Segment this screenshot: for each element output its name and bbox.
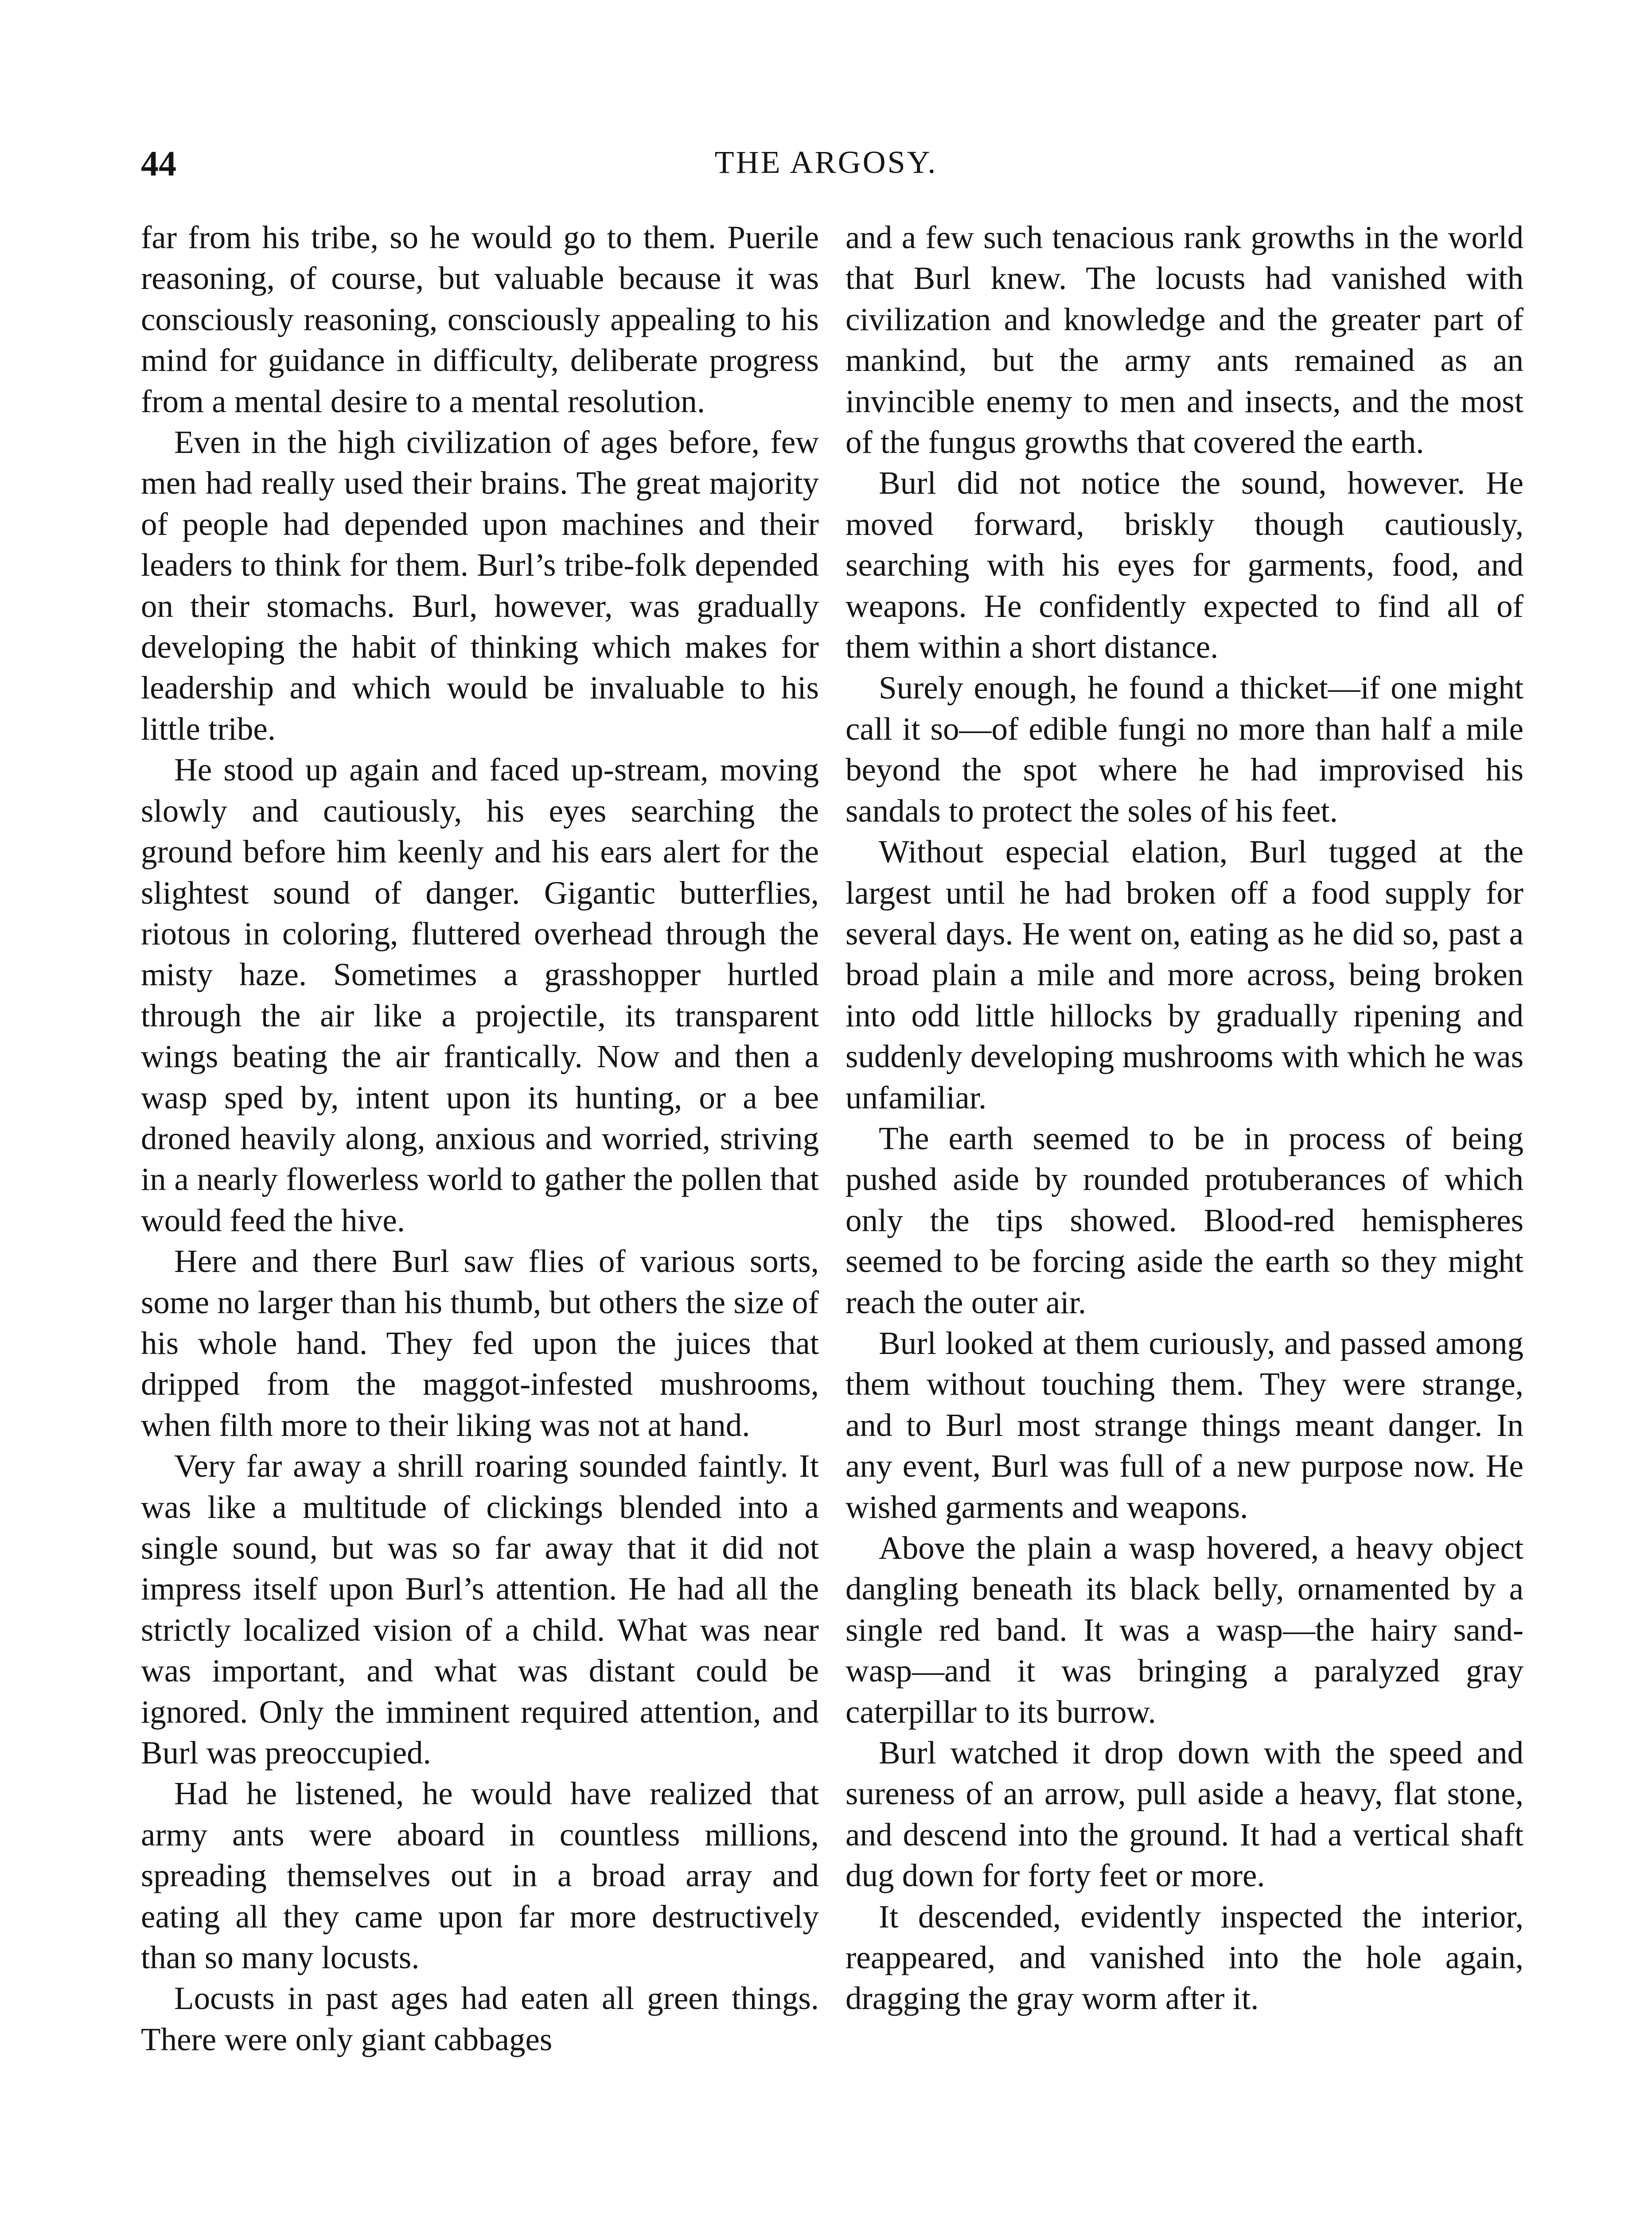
paragraph: Very far away a shrill roaring sounded faintly. It was like a multitude of clickings blended into a single sound, but was so far away that it did not impress itself upon Burl’s attention. He had all the strictly localized vision of a child. What was near was important, and what was distant could be ignored. Only the imminent required attention, and Burl was preoccupied. — [141, 1448, 819, 1771]
paragraph: The earth seemed to be in process of being pushed aside by rounded protuberances of which only the tips showed. Blood-red hemispheres seemed to be forcing aside the earth so they might reach the outer air. — [845, 1120, 1523, 1320]
paragraph: Surely enough, he found a thicket—if one might call it so—of edible fungi no more than half a mile beyond the spot where he had improvised his sandals to protect the soles of his feet. — [845, 670, 1523, 829]
paragraph: Without especial elation, Burl tugged at the largest until he had broken off a food supply for several days. He went on, eating as he did so, past a broad plain a mile and more across, being broken into odd little hillocks by gradually ripening and suddenly developing mushrooms with which he was unfamiliar. — [845, 834, 1523, 1116]
paragraph: Burl did not notice the sound, however. He moved forward, briskly though cautiously, searching with his eyes for garments, food, and weapons. He confidently expected to find all of them within a short distance. — [845, 465, 1523, 665]
paragraph: He stood up again and faced up-stream, moving slowly and cautiously, his eyes searching the ground before him keenly and his ears alert for the slightest sound of danger. Gigantic butterflies, riotous in coloring, fluttered overhead through the misty haze. Sometimes a grasshopper hurtled through the air like a projectile, its transparent wings beating the air frantically. Now and then a wasp sped by, intent upon its hunting, or a bee droned heavily along, anxious and worried, striving in a nearly flowerless world to gather the pollen that would feed the hive. — [141, 752, 819, 1238]
paragraph: and a few such tenacious rank growths in the world that Burl knew. The locusts had vanished with civilization and knowledge and the greater part of mankind, but the army ants remained as an invincible enemy to men and insects, and the most of the fungus growths that covered the earth. — [845, 219, 1523, 460]
paragraph: Burl watched it drop down with the speed and sureness of an arrow, pull aside a heavy, flat stone, and descend into the ground. It had a vertical shaft dug down for forty feet or more. — [845, 1735, 1523, 1894]
page-number: 44 — [141, 144, 176, 183]
paragraph: far from his tribe, so he would go to them. Puerile reasoning, of course, but valuable because it was consciously reasoning, consciously appealing to his mind for guidance in difficulty, deliberate progress from a mental desire to a mental resolution. — [141, 219, 819, 419]
paragraph: Even in the high civilization of ages before, few men had really used their brains. The great majority of people had depended upon machines and their leaders to think for them. Burl’s tribe-folk depended on their stomachs. Burl, however, was gradually developing the habit of thinking which makes for leadership and which would be invaluable to his little tribe. — [141, 424, 819, 747]
paragraph: Locusts in past ages had eaten all green things. There were only giant cabbages — [141, 1980, 819, 2057]
left-column — [141, 217, 819, 2060]
paragraph: Above the plain a wasp hovered, a heavy object dangling beneath its black belly, ornamented by a single red band. It was a wasp—the hairy sand-wasp—and it was bringing a paralyzed gray caterpillar to its burrow. — [845, 1530, 1523, 1730]
paragraph: It descended, evidently inspected the interior, reappeared, and vanished into the hole again, dragging the gray worm after it. — [845, 1898, 1523, 2017]
paragraph: Had he listened, he would have realized that army ants were aboard in countless millions, spreading themselves out in a broad array and eating all they came upon far more destructively than so many locusts. — [141, 1775, 819, 1976]
paragraph: Here and there Burl saw flies of various sorts, some no larger than his thumb, but others the size of his whole hand. They fed upon the juices that dripped from the maggot-infested mushrooms, when filth more to their liking was not at hand. — [141, 1243, 819, 1443]
running-head: THE ARGOSY. — [714, 144, 938, 180]
right-column — [845, 217, 1523, 2019]
paragraph: Burl looked at them curiously, and passed among them without touching them. They were strange, and to Burl most strange things meant danger. In any event, Burl was full of a new purpose now. He wished garments and weapons. — [845, 1325, 1523, 1525]
